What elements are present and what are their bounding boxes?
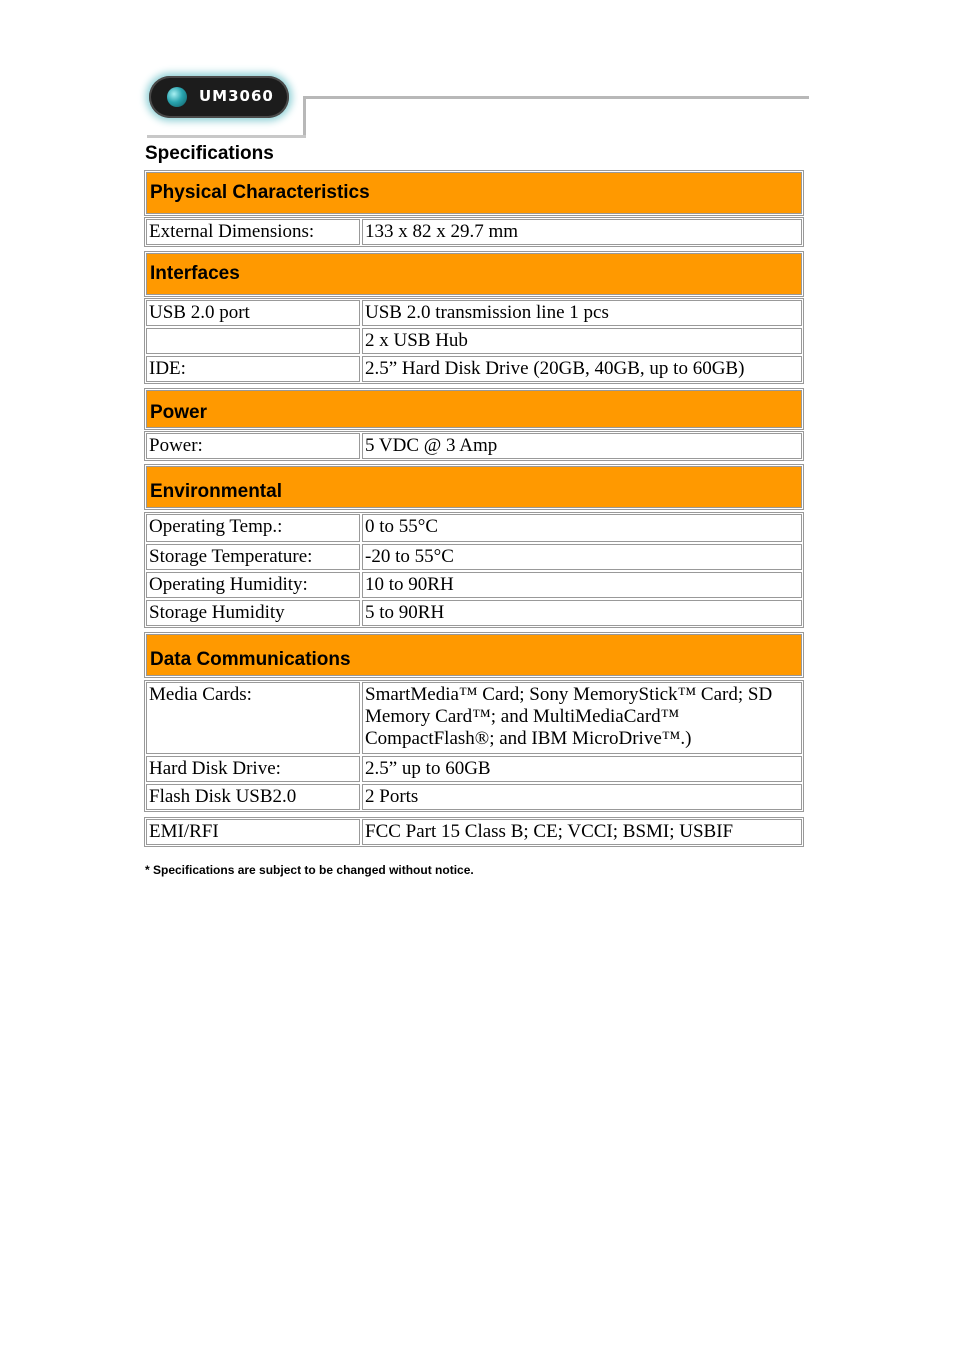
spec-value: 10 to 90RH xyxy=(362,572,802,598)
table-row xyxy=(145,327,803,355)
spec-value: FCC Part 15 Class B; CE; VCCI; BSMI; USBIF xyxy=(362,819,802,845)
physical-rows xyxy=(144,217,804,247)
page-title: Specifications xyxy=(145,143,274,164)
table-row xyxy=(145,783,803,811)
interfaces-table xyxy=(144,251,804,297)
spec-label: Power: xyxy=(146,433,360,459)
spec-label: External Dimensions: xyxy=(146,219,360,245)
spec-value: -20 to 55°C xyxy=(362,544,802,570)
environmental-table xyxy=(144,464,804,510)
spec-value: 5 VDC @ 3 Amp xyxy=(362,433,802,459)
power-rows xyxy=(144,431,804,461)
table-row xyxy=(145,432,803,460)
header-divider-vertical xyxy=(303,96,306,138)
power-table xyxy=(144,388,804,430)
spec-value: SmartMedia™ Card; Sony MemoryStick™ Card; SD Memory Card™; and MultiMediaCard™ CompactFlash®; and IBM MicroDrive™.) xyxy=(362,682,802,754)
spec-label: Media Cards: xyxy=(146,682,360,754)
table-row xyxy=(145,355,803,383)
spec-label: IDE: xyxy=(146,356,360,382)
spec-label: Flash Disk USB2.0 xyxy=(146,784,360,810)
section-header: Power xyxy=(146,390,802,428)
model-name: UM3060 xyxy=(199,87,274,105)
table-row xyxy=(145,299,803,327)
spec-label: Storage Temperature: xyxy=(146,544,360,570)
spec-value: 2.5” Hard Disk Drive (20GB, 40GB, up to 60GB) xyxy=(362,356,802,382)
spec-label: Hard Disk Drive: xyxy=(146,756,360,782)
section-header: Data Communications xyxy=(146,634,802,676)
spec-value: 2.5” up to 60GB xyxy=(362,756,802,782)
spec-value: 133 x 82 x 29.7 mm xyxy=(362,219,802,245)
interfaces-rows xyxy=(144,298,804,384)
spec-value: 2 Ports xyxy=(362,784,802,810)
table-row xyxy=(145,543,803,571)
spec-label: USB 2.0 port xyxy=(146,300,360,326)
section-header: Physical Characteristics xyxy=(146,172,802,214)
section-header: Interfaces xyxy=(146,253,802,295)
physical-table xyxy=(144,170,804,216)
spec-label: EMI/RFI xyxy=(146,819,360,845)
spec-value: USB 2.0 transmission line 1 pcs xyxy=(362,300,802,326)
model-badge xyxy=(149,76,289,118)
header-underline xyxy=(147,135,306,138)
spec-label xyxy=(146,328,360,354)
datacomm-table xyxy=(144,632,804,678)
datacomm-rows xyxy=(144,680,804,812)
table-row xyxy=(145,571,803,599)
header-graphic xyxy=(145,72,810,140)
table-row xyxy=(145,599,803,627)
spec-label: Operating Temp.: xyxy=(146,514,360,542)
header-divider xyxy=(303,96,809,99)
spec-value: 0 to 55°C xyxy=(362,514,802,542)
table-row xyxy=(145,818,803,846)
emi-table xyxy=(144,817,804,847)
section-header: Environmental xyxy=(146,466,802,508)
footnote: * Specifications are subject to be changed without notice. xyxy=(145,863,474,877)
spec-value: 2 x USB Hub xyxy=(362,328,802,354)
table-row xyxy=(145,513,803,543)
spec-label: Storage Humidity xyxy=(146,600,360,626)
spec-label: Operating Humidity: xyxy=(146,572,360,598)
spec-value: 5 to 90RH xyxy=(362,600,802,626)
table-row xyxy=(145,218,803,246)
table-row xyxy=(145,681,803,755)
table-row xyxy=(145,755,803,783)
badge-orb-icon xyxy=(167,87,187,107)
environmental-rows xyxy=(144,512,804,628)
